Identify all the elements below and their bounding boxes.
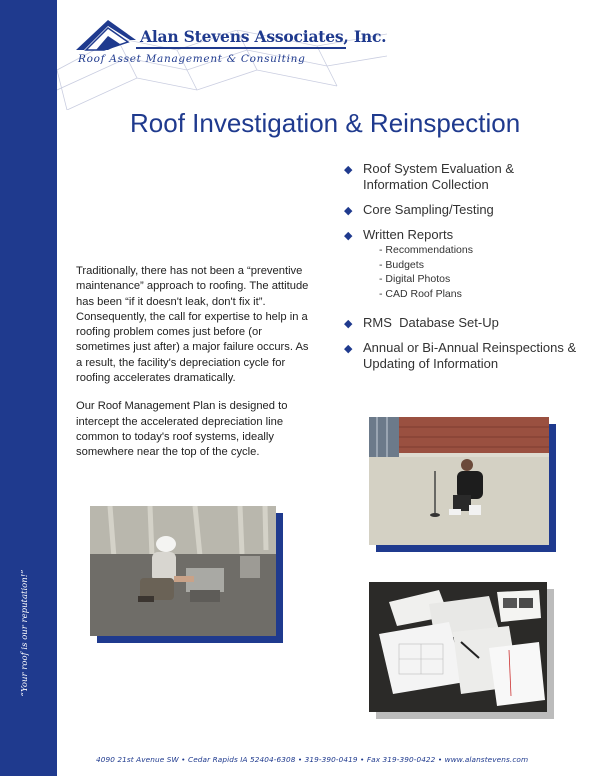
service-item: ◆ RMS Database Set-Up (344, 315, 499, 330)
service-item: ◆ Core Sampling/Testing (344, 202, 494, 217)
subitem: - Recommendations (379, 244, 473, 256)
core-sampling-photo (369, 417, 549, 545)
report-subitems (363, 243, 594, 301)
service-item: ◆ Written Reports - Recommendations - Budgets - Digital Photos - CAD Roof Plans (344, 227, 594, 301)
intro-text (76, 264, 316, 474)
intro-paragraph-1: Traditionally, there has not been a “preventive maintenance” approach to roofing. The attitude has been “if it doesn't leak, don't fix it”. Consequently, the call for expertise to help in a roofing problem comes just before (or sometimes just after) a major failure occurs. As a result, the facility's depreciation cycle for roofing accelerates dramatically. (76, 265, 309, 385)
roof-logo-icon (74, 16, 138, 56)
subitem: - Budgets (379, 258, 424, 271)
footer-contact: 4090 21st Avenue SW • Cedar Rapids IA 52404-6308 • 319-390-0419 • Fax 319-390-0422 • www.alanstevens.com (96, 755, 529, 764)
company-name: Alan Stevens Associates, Inc. (140, 27, 387, 46)
diamond-bullet-icon: ◆ (344, 164, 353, 176)
page-title: Roof Investigation & Reinspection (130, 108, 521, 138)
diamond-bullet-icon: ◆ (344, 318, 353, 330)
intro-paragraph-2: Our Roof Management Plan is designed to intercept the accelerated depreciation line common to today's roof systems, ideally somewhere near the top of the cycle. (76, 400, 288, 459)
subitem: - Digital Photos (379, 273, 451, 285)
service-item: ◆ Annual or Bi-Annual Reinspections & Updating of Information (344, 340, 577, 371)
diamond-bullet-icon: ◆ (344, 230, 353, 242)
company-subtitle: Roof Asset Management & Consulting (78, 53, 306, 65)
diamond-bullet-icon: ◆ (344, 205, 353, 217)
written-reports-photo (369, 582, 547, 712)
diamond-bullet-icon: ◆ (344, 343, 353, 355)
company-underline (136, 47, 346, 49)
roof-inspection-photo (90, 506, 276, 636)
service-item: ◆ Roof System Evaluation & Information Collection (344, 161, 515, 192)
tagline: “Your roof is our reputation!” (20, 569, 30, 697)
sidebar-band (0, 0, 57, 776)
subitem: - CAD Roof Plans (379, 287, 462, 300)
services-list (344, 161, 594, 381)
